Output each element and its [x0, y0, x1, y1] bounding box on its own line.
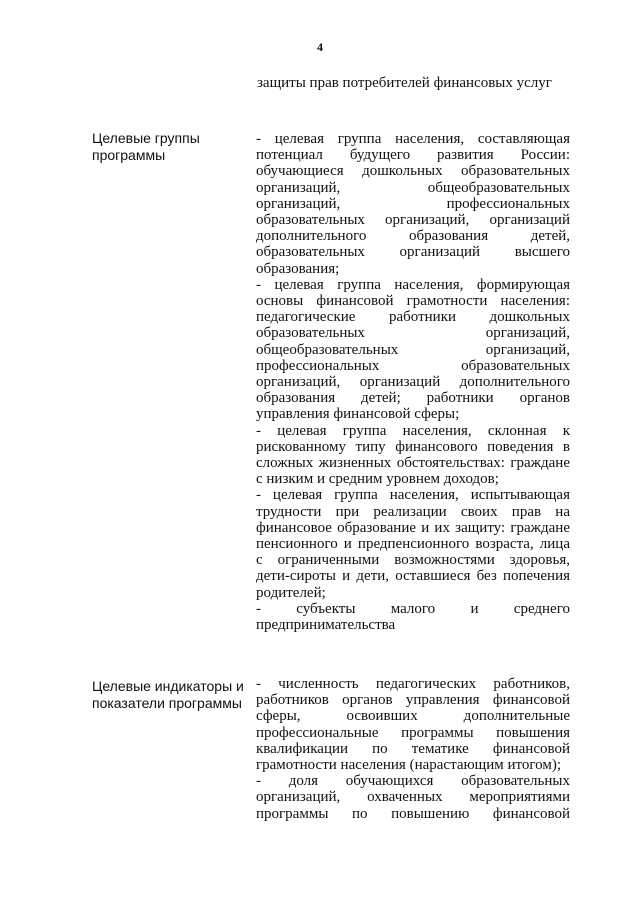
- target-group-paragraph: - целевая группа населения, испытывающая трудности при реализации своих прав на финансовое образование и их защиту: граждане пенсионного и предпенсионного возраста, лица с ограниченными возможностями здоровья, дети-сироты и дети, оставшиеся без попечения родителей;: [256, 487, 570, 601]
- continued-text-line: защиты прав потребителей финансовых услуг: [257, 75, 552, 91]
- page-number: 4: [317, 40, 323, 54]
- section-label-target-groups: Целевые группы программы: [92, 130, 200, 163]
- section-label-indicators: Целевые индикаторы и показатели программы: [92, 678, 244, 711]
- indicator-paragraph: - численность педагогических работников, работников органов управления финансовой сферы, освоивших дополнительные профессиональные программы повышения квалификации по тематике финансовой грамотности населения (нарастающим итогом);: [256, 676, 570, 774]
- target-group-paragraph: - целевая группа населения, составляющая потенциал будущего развития России: обучающиеся дошкольных образовательных организаций, общеобразовательных организаций, профессиональных образовательных организаций, организаций дополнительного образования детей, образовательных организаций высшего образования;: [256, 131, 570, 277]
- target-group-paragraph: - целевая группа населения, формирующая основы финансовой грамотности населения: педагогические работники дошкольных образовательных организаций, общеобразовательных организаций, профессиональных образовательных организаций, организаций дополнительного образования детей; работники органов управления финансовой сферы;: [256, 276, 570, 423]
- indicator-paragraph: - доля обучающихся образовательных организаций, охваченных мероприятиями программы по повышению финансовой: [256, 773, 570, 822]
- target-group-paragraph: - субъекты малого и среднего предпринимательства: [256, 600, 570, 634]
- target-group-paragraph: - целевая группа населения, склонная к рискованному типу финансового поведения в сложных жизненных обстоятельствах: граждане с низким и средним уровнем доходов;: [256, 422, 570, 488]
- target-groups-content: [256, 131, 570, 633]
- indicators-content: [256, 676, 570, 846]
